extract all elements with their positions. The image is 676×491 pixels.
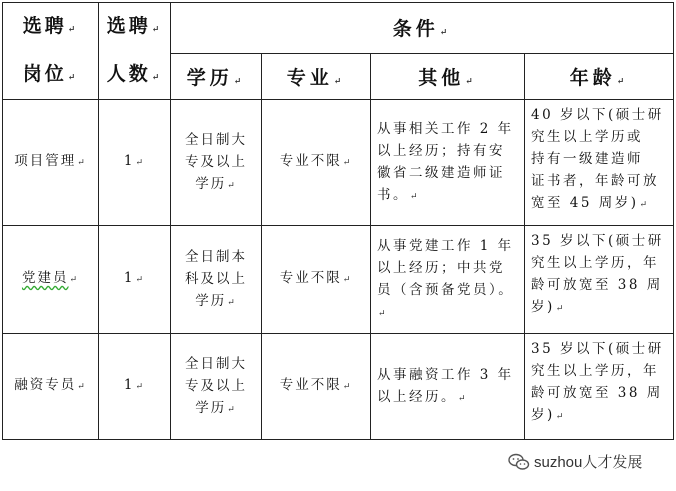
cell-major: 专业不限↵ <box>262 334 371 440</box>
cell-age: 35 岁以下(硕士研 究生以上学历，年 龄可放宽至 38 周 岁)↵ <box>525 334 674 440</box>
watermark-text: suzhou人才发展 <box>534 454 643 471</box>
cell-major: 专业不限↵ <box>262 100 371 226</box>
recruitment-table <box>2 2 674 440</box>
cell-education: 全日制大 专及以上 学历↵ <box>171 100 262 226</box>
cell-count: 1↵ <box>99 100 171 226</box>
cell-age: 40 岁以下(硕士研 究生以上学历或 持有一级建造师 证书者，年龄可放 宽至 45 周岁)↵ <box>525 100 674 226</box>
cell-other: 从事相关工作 2 年 以上经历；持有安 徽省二级建造师证 书。↵ <box>371 100 525 226</box>
cell-other: 从事融资工作 3 年 以上经历。↵ <box>371 334 525 440</box>
table-row <box>3 226 674 334</box>
wechat-icon <box>508 453 530 471</box>
cell-other: 从事党建工作 1 年 以上经历；中共党 员（含预备党员）。↵ <box>371 226 525 334</box>
cell-count: 1↵ <box>99 334 171 440</box>
cell-count: 1↵ <box>99 226 171 334</box>
header-position: 选聘↵ 岗位↵ <box>3 3 99 100</box>
cell-major: 专业不限↵ <box>262 226 371 334</box>
cell-education: 全日制大 专及以上 学历↵ <box>171 334 262 440</box>
header-age: 年龄↵ <box>525 53 674 99</box>
table-row <box>3 334 674 440</box>
cell-education: 全日制本 科及以上 学历↵ <box>171 226 262 334</box>
watermark <box>508 451 642 472</box>
header-other: 其他↵ <box>371 53 525 99</box>
cell-age: 35 岁以下(硕士研 究生以上学历，年 龄可放宽至 38 周 岁)↵ <box>525 226 674 334</box>
header-major: 专业↵ <box>262 53 371 99</box>
header-count: 选聘↵ 人数↵ <box>99 3 171 100</box>
cell-position: 项目管理↵ <box>3 100 99 226</box>
cell-position: 融资专员↵ <box>3 334 99 440</box>
table-row <box>3 100 674 226</box>
cell-position: 党建员↵ <box>3 226 99 334</box>
header-conditions: 条件↵ <box>171 3 674 54</box>
header-education: 学历↵ <box>171 53 262 99</box>
